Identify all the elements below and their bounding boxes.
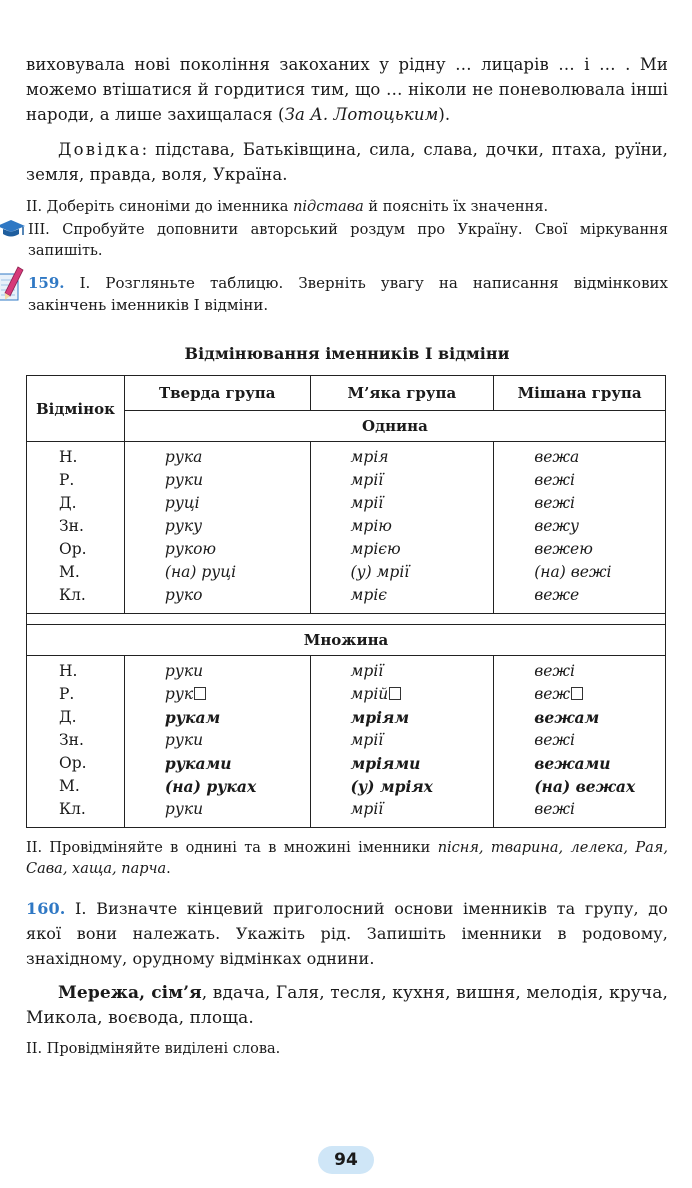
singular-cases: Н. Р. Д. Зн. Ор. М. Кл.: [27, 442, 125, 614]
header-hard-group: Тверда група: [124, 376, 310, 411]
singular-label: Однина: [124, 411, 665, 442]
pencil-icon: [0, 266, 28, 310]
table-title: Відмінювання іменників І відміни: [184, 344, 510, 363]
plural-mixed-forms: вежі веж вежам вежі вежами (на) вежах вежі: [494, 656, 666, 828]
intro-paragraph: виховувала нові покоління закоханих у рідну … лицарів … і … . Ми можемо втішатися й гордитися тим, що … ніколи не поневолювала інші народи, а лише захищалася (За А. Лотоцьким).: [26, 55, 668, 124]
task-159: 159. І. Розгляньте таблицю. Зверніть увагу на написання відмінкових закінчень іменників І відміни.: [26, 272, 668, 316]
empty-ending-box: [194, 687, 206, 700]
plural-label: Множина: [27, 625, 666, 656]
exercise-number: 160.: [26, 899, 66, 918]
plural-label-row: [27, 625, 666, 656]
singular-mixed-forms: вежа вежі вежі вежу вежею (на) вежі веже: [494, 442, 666, 614]
task-159-part-2: ІІ. Провідміняйте в однині та в множині іменники пісня, тварина, лелека, Рая, Сава, хаща, парча.: [26, 840, 668, 877]
plural-hard-forms: руки рук рукам руки руками (на) руках руки: [124, 656, 310, 828]
quote-source: За А. Лотоцьким: [284, 105, 439, 124]
graduation-cap-icon: [0, 218, 28, 244]
task-160: 160. І. Визначте кінцевий приголосний основи іменників та групу, до якої вони належать. Укажіть рід. Запишіть іменники в родовому, знахідному, орудному відмінках однини.: [26, 899, 668, 968]
exercise-number: 159.: [28, 274, 65, 292]
plural-soft-forms: мрії мрій мріям мрії мріями (у) мріях мрії: [310, 656, 494, 828]
singular-soft-forms: мрія мрії мрії мрію мрією (у) мрії мріє: [310, 442, 494, 614]
textbook-page: [26, 52, 668, 1060]
header-soft-group: М’яка група: [310, 376, 494, 411]
header-mixed-group: Мішана група: [494, 376, 666, 411]
task-158-part-2: ІІ. Доберіть синоніми до іменника підстава й поясніть їх значення.: [26, 199, 549, 215]
singular-hard-forms: рука руки руці руку рукою (на) руці руко: [124, 442, 310, 614]
page-number: 94: [318, 1146, 374, 1174]
task-158-part-3: ІІІ. Спробуйте доповнити авторський роздум про Україну. Свої міркування запишіть.: [26, 220, 668, 262]
task-160-words: Мережа, сім’я, вдача, Галя, тесля, кухня, вишня, мелодія, круча, Микола, воєвода, площа.: [26, 983, 668, 1028]
table-header-row: [27, 376, 666, 411]
empty-ending-box: [389, 687, 401, 700]
plural-cases: Н. Р. Д. Зн. Ор. М. Кл.: [27, 656, 125, 828]
task-160-part-2: ІІ. Провідміняйте виділені слова.: [26, 1041, 281, 1057]
header-case: Відмінок: [27, 376, 125, 442]
declension-table: [26, 375, 666, 828]
reference-label: Довідка: [58, 140, 142, 159]
singular-forms-row: [27, 442, 666, 614]
empty-ending-box: [571, 687, 583, 700]
plural-forms-row: [27, 656, 666, 828]
reference-list: Довідка: підстава, Батьківщина, сила, слава, дочки, птаха, руїни, земля, правда, воля, Україна.: [26, 140, 668, 184]
